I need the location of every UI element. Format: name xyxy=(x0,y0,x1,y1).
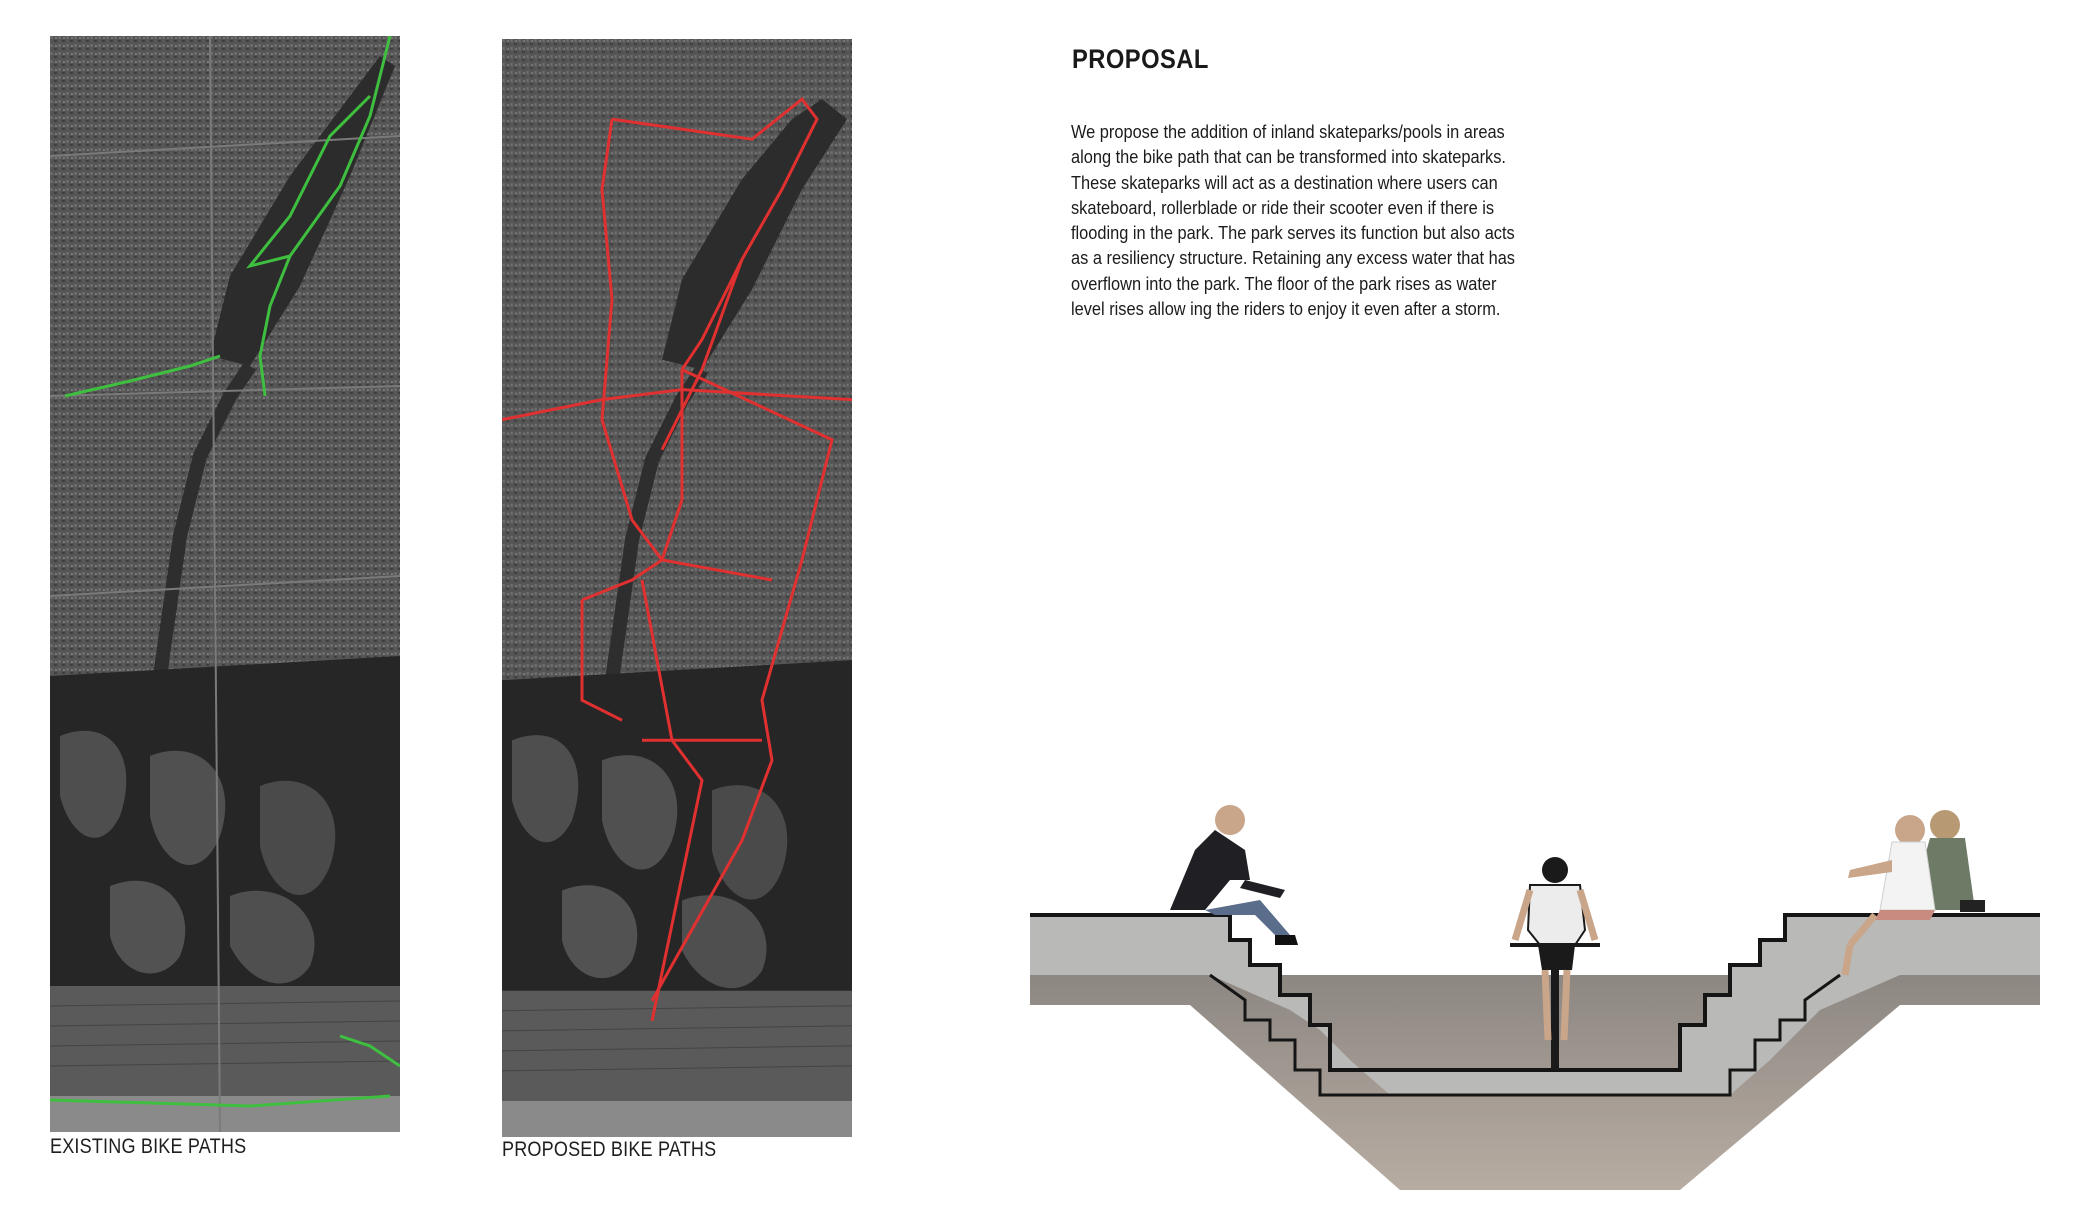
skatepark-section-drawing xyxy=(1030,770,2050,1190)
section-graphic xyxy=(1030,770,2050,1190)
proposed-map-caption: PROPOSED BIKE PATHS xyxy=(502,1138,717,1161)
existing-map-caption: EXISTING BIKE PATHS xyxy=(50,1135,247,1158)
proposal-body: We propose the addition of inland skateparks/pools in areas along the bike path that can be transformed into skateparks. These skateparks will act as a destination where users can skateboard, rollerblade or ride their scooter even if there is flooding in the park. The park serves its function but also acts as a resiliency structure. Retaining any excess water that has overflown into the park. The floor of the park rises as water level rises allow ing the riders to enjoy it even after a storm. xyxy=(1071,122,1515,320)
existing-map-graphic xyxy=(50,36,400,1132)
proposed-map-graphic xyxy=(502,39,852,1137)
proposal-title: PROPOSAL xyxy=(1072,44,1209,74)
proposed-bike-paths-map xyxy=(502,39,852,1137)
existing-bike-paths-map xyxy=(50,36,400,1132)
